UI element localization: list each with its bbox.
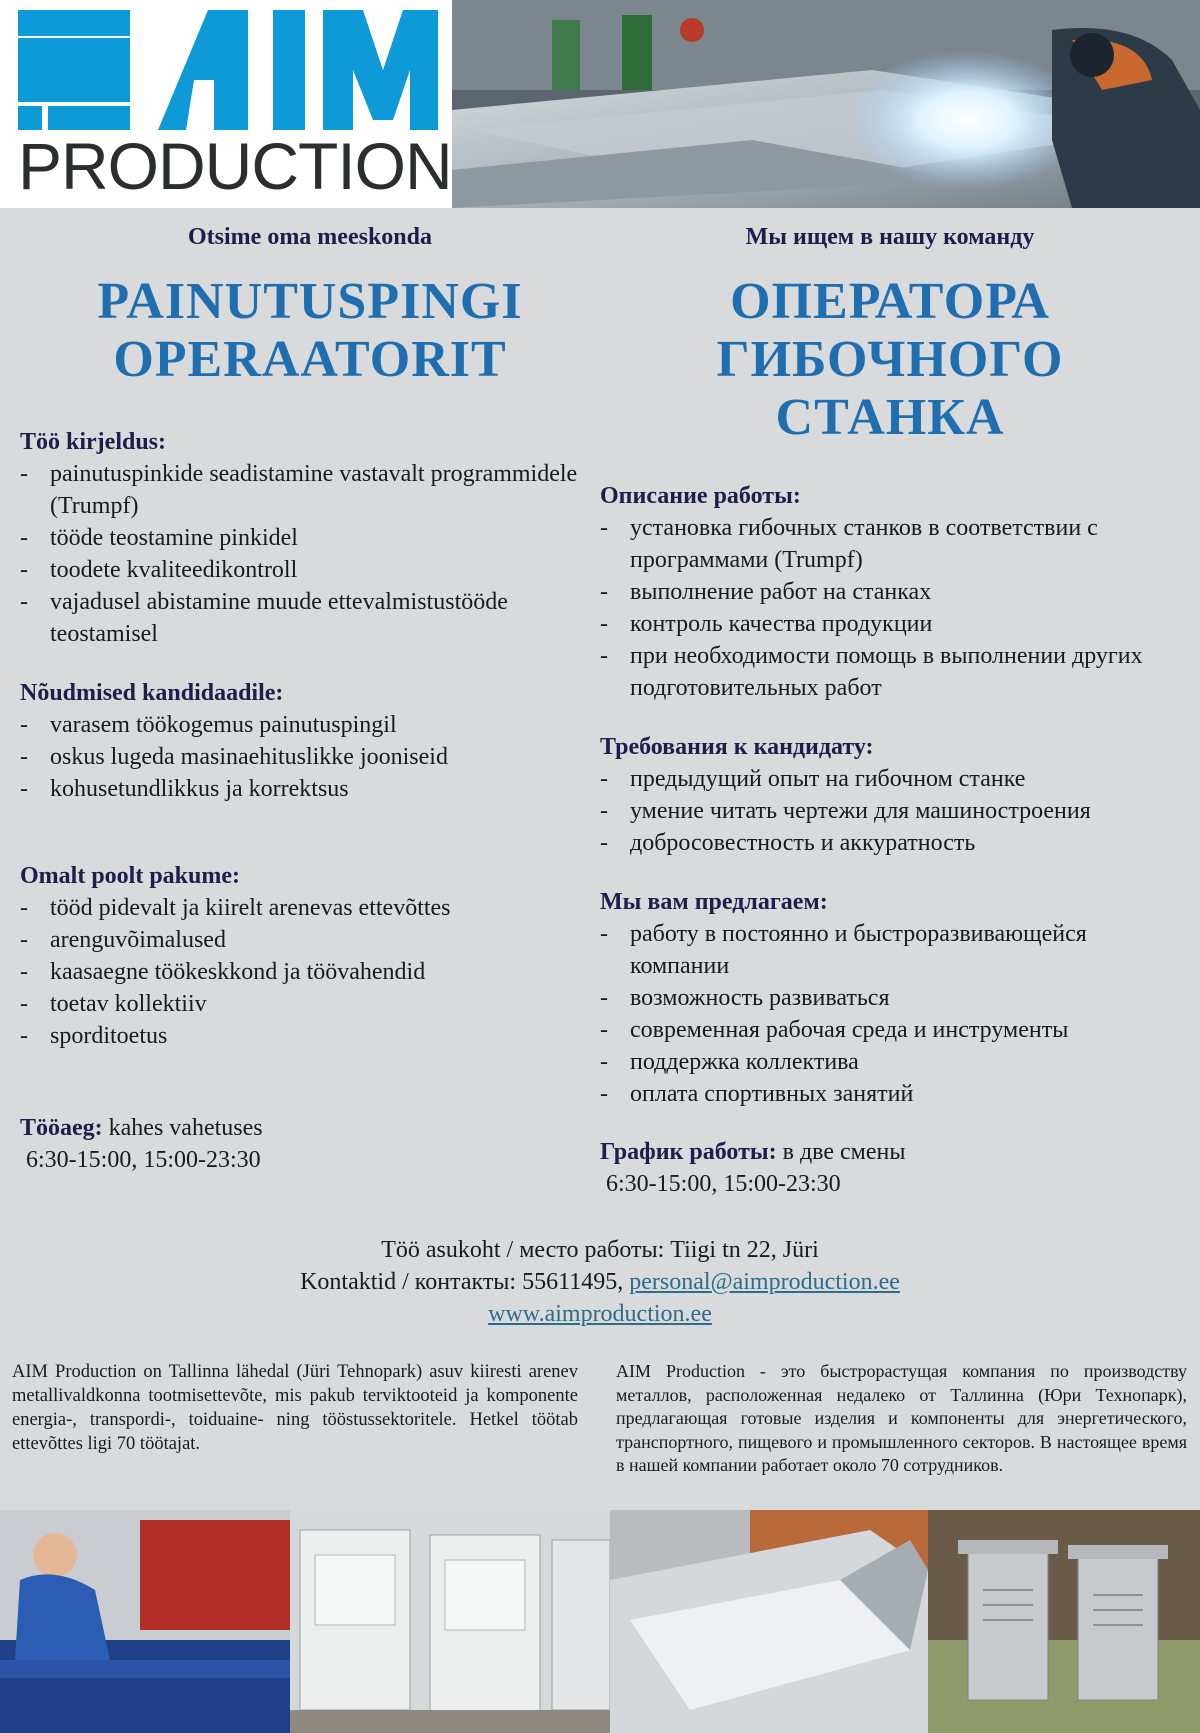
- list-item: - tööd pidevalt ja kiirelt arenevas ettevõttes: [20, 892, 600, 924]
- estonian-offer-list: [20, 892, 600, 1052]
- header: [0, 0, 1200, 208]
- estonian-hours-text: kahes vahetuses: [102, 1115, 263, 1141]
- russian-hours-times: 6:30-15:00, 15:00-23:30: [600, 1171, 841, 1197]
- list-item: - при необходимости помощь в выполнении других подготовительных работ: [600, 640, 1180, 704]
- russian-offer-list: [600, 918, 1180, 1110]
- list-item: - toetav kollektiiv: [20, 988, 600, 1020]
- welding-photo: [452, 0, 1200, 208]
- list-item: - painutuspinkide seadistamine vastavalt programmidele (Trumpf): [20, 458, 600, 522]
- work-location: Töö asukoht / место работы: Tiigi tn 22, Jüri: [381, 1237, 819, 1263]
- list-item: - умение читать чертежи для машиностроения: [600, 795, 1180, 827]
- outdoor-cabinets-image: [928, 1510, 1200, 1733]
- estonian-column: [20, 208, 600, 1176]
- estonian-duties-list: [20, 458, 600, 650]
- website-link[interactable]: www.aimproduction.ee: [488, 1301, 712, 1327]
- list-item: - sporditoetus: [20, 1020, 600, 1052]
- welding-scene-image: [452, 0, 1200, 208]
- aim-logo-mark: [18, 10, 438, 130]
- list-item: - работу в постоянно и быстроразвивающейся компании: [600, 918, 1180, 982]
- estonian-requirements-heading: Nõudmised kandidaadile:: [20, 680, 284, 706]
- list-item: - toodete kvaliteedikontroll: [20, 554, 600, 586]
- estonian-duties-section: [20, 429, 600, 650]
- estonian-requirements-list: [20, 709, 600, 805]
- russian-company-about: AIM Production - это быстрорастущая компания по производству металлов, расположенная недалеко от Таллинна (Юри Технопарк), предлагающая готовые изделия и компоненты для энергетического, транспортного, пищевого и промышленного секторов. В настоящее время в нашей компании работает около 70 сотрудников.: [616, 1361, 1187, 1475]
- worker-image: [0, 1510, 290, 1733]
- russian-title-line2: ГИБОЧНОГО СТАНКА: [716, 331, 1064, 446]
- logo-wordmark: PRODUCTION: [18, 129, 452, 203]
- list-item: - возможность развиваться: [600, 982, 1180, 1014]
- email-link[interactable]: personal@aimproduction.ee: [629, 1269, 900, 1295]
- russian-requirements-section: [600, 734, 1180, 859]
- product-photo-strip: [0, 1510, 1200, 1733]
- cabinets-photo: [290, 1510, 610, 1733]
- estonian-kicker: Otsime oma meeskonda: [188, 224, 432, 250]
- russian-offer-heading: Мы вам предлагаем:: [600, 889, 828, 915]
- contacts-prefix: Kontaktid / контакты: 55611495,: [300, 1269, 630, 1295]
- steel-part-photo: [610, 1510, 928, 1733]
- estonian-requirements-section: [20, 680, 600, 805]
- cabinets-image: [290, 1510, 610, 1733]
- estonian-duties-heading: Töö kirjeldus:: [20, 429, 167, 455]
- list-item: - предыдущий опыт на гибочном станке: [600, 763, 1180, 795]
- list-item: - oskus lugeda masinaehituslikke jooniseid: [20, 741, 600, 773]
- estonian-title-line1: PAINUTUSPINGI: [97, 273, 523, 330]
- russian-requirements-heading: Требования к кандидату:: [600, 734, 874, 760]
- estonian-hours-times: 6:30-15:00, 15:00-23:30: [20, 1147, 261, 1173]
- estonian-working-hours: [20, 1112, 600, 1176]
- list-item: - kohusetundlikkus ja korrektsus: [20, 773, 600, 805]
- contact-block: [0, 1234, 1200, 1330]
- list-item: - kaasaegne töökeskkond ja töövahendid: [20, 956, 600, 988]
- list-item: - vajadusel abistamine muude ettevalmistustööde teostamisel: [20, 586, 600, 650]
- list-item: - оплата спортивных занятий: [600, 1078, 1180, 1110]
- estonian-offer-section: [20, 863, 600, 1052]
- steel-part-image: [610, 1510, 928, 1733]
- list-item: - поддержка коллектива: [600, 1046, 1180, 1078]
- list-item: - varasem töökogemus painutuspingil: [20, 709, 600, 741]
- list-item: - arenguvõimalused: [20, 924, 600, 956]
- russian-working-hours: [600, 1136, 1180, 1200]
- list-item: - добросовестность и аккуратность: [600, 827, 1180, 859]
- russian-duties-heading: Описание работы:: [600, 483, 801, 509]
- russian-job-title: [600, 273, 1180, 447]
- russian-kicker: Мы ищем в нашу команду: [745, 224, 1035, 250]
- russian-hours-text: в две смены: [776, 1139, 906, 1165]
- russian-duties-section: [600, 483, 1180, 704]
- estonian-company-about: AIM Production on Tallinna lähedal (Jüri Tehnopark) asuv kiiresti arenev metallivaldkonna tootmisettevõte, mis pakub terviktooteid ja komponente energia-, transpordi-, toiduaine- ning tööstussektoritele. Hetkel töötab ettevõttes ligi 70 töötajat.: [12, 1362, 578, 1454]
- estonian-hours-label: Tööaeg:: [20, 1115, 103, 1141]
- list-item: - контроль качества продукции: [600, 608, 1180, 640]
- worker-photo: [0, 1510, 290, 1733]
- russian-duties-list: [600, 512, 1180, 704]
- list-item: - tööde teostamine pinkidel: [20, 522, 600, 554]
- russian-offer-section: [600, 889, 1180, 1110]
- russian-column: [600, 208, 1180, 1200]
- contacts-line: [0, 1266, 1200, 1298]
- estonian-offer-heading: Omalt poolt pakume:: [20, 863, 241, 889]
- outdoor-cabinets-photo: [928, 1510, 1200, 1733]
- russian-title-line1: ОПЕРАТОРА: [730, 273, 1050, 330]
- estonian-job-title: [20, 273, 600, 389]
- estonian-title-line2: OPERAATORIT: [113, 331, 507, 388]
- russian-requirements-list: [600, 763, 1180, 859]
- russian-hours-label: График работы:: [600, 1139, 777, 1165]
- list-item: - установка гибочных станков в соответствии с программами (Trumpf): [600, 512, 1180, 576]
- aim-production-logo: [0, 0, 452, 208]
- list-item: - современная рабочая среда и инструменты: [600, 1014, 1180, 1046]
- list-item: - выполнение работ на станках: [600, 576, 1180, 608]
